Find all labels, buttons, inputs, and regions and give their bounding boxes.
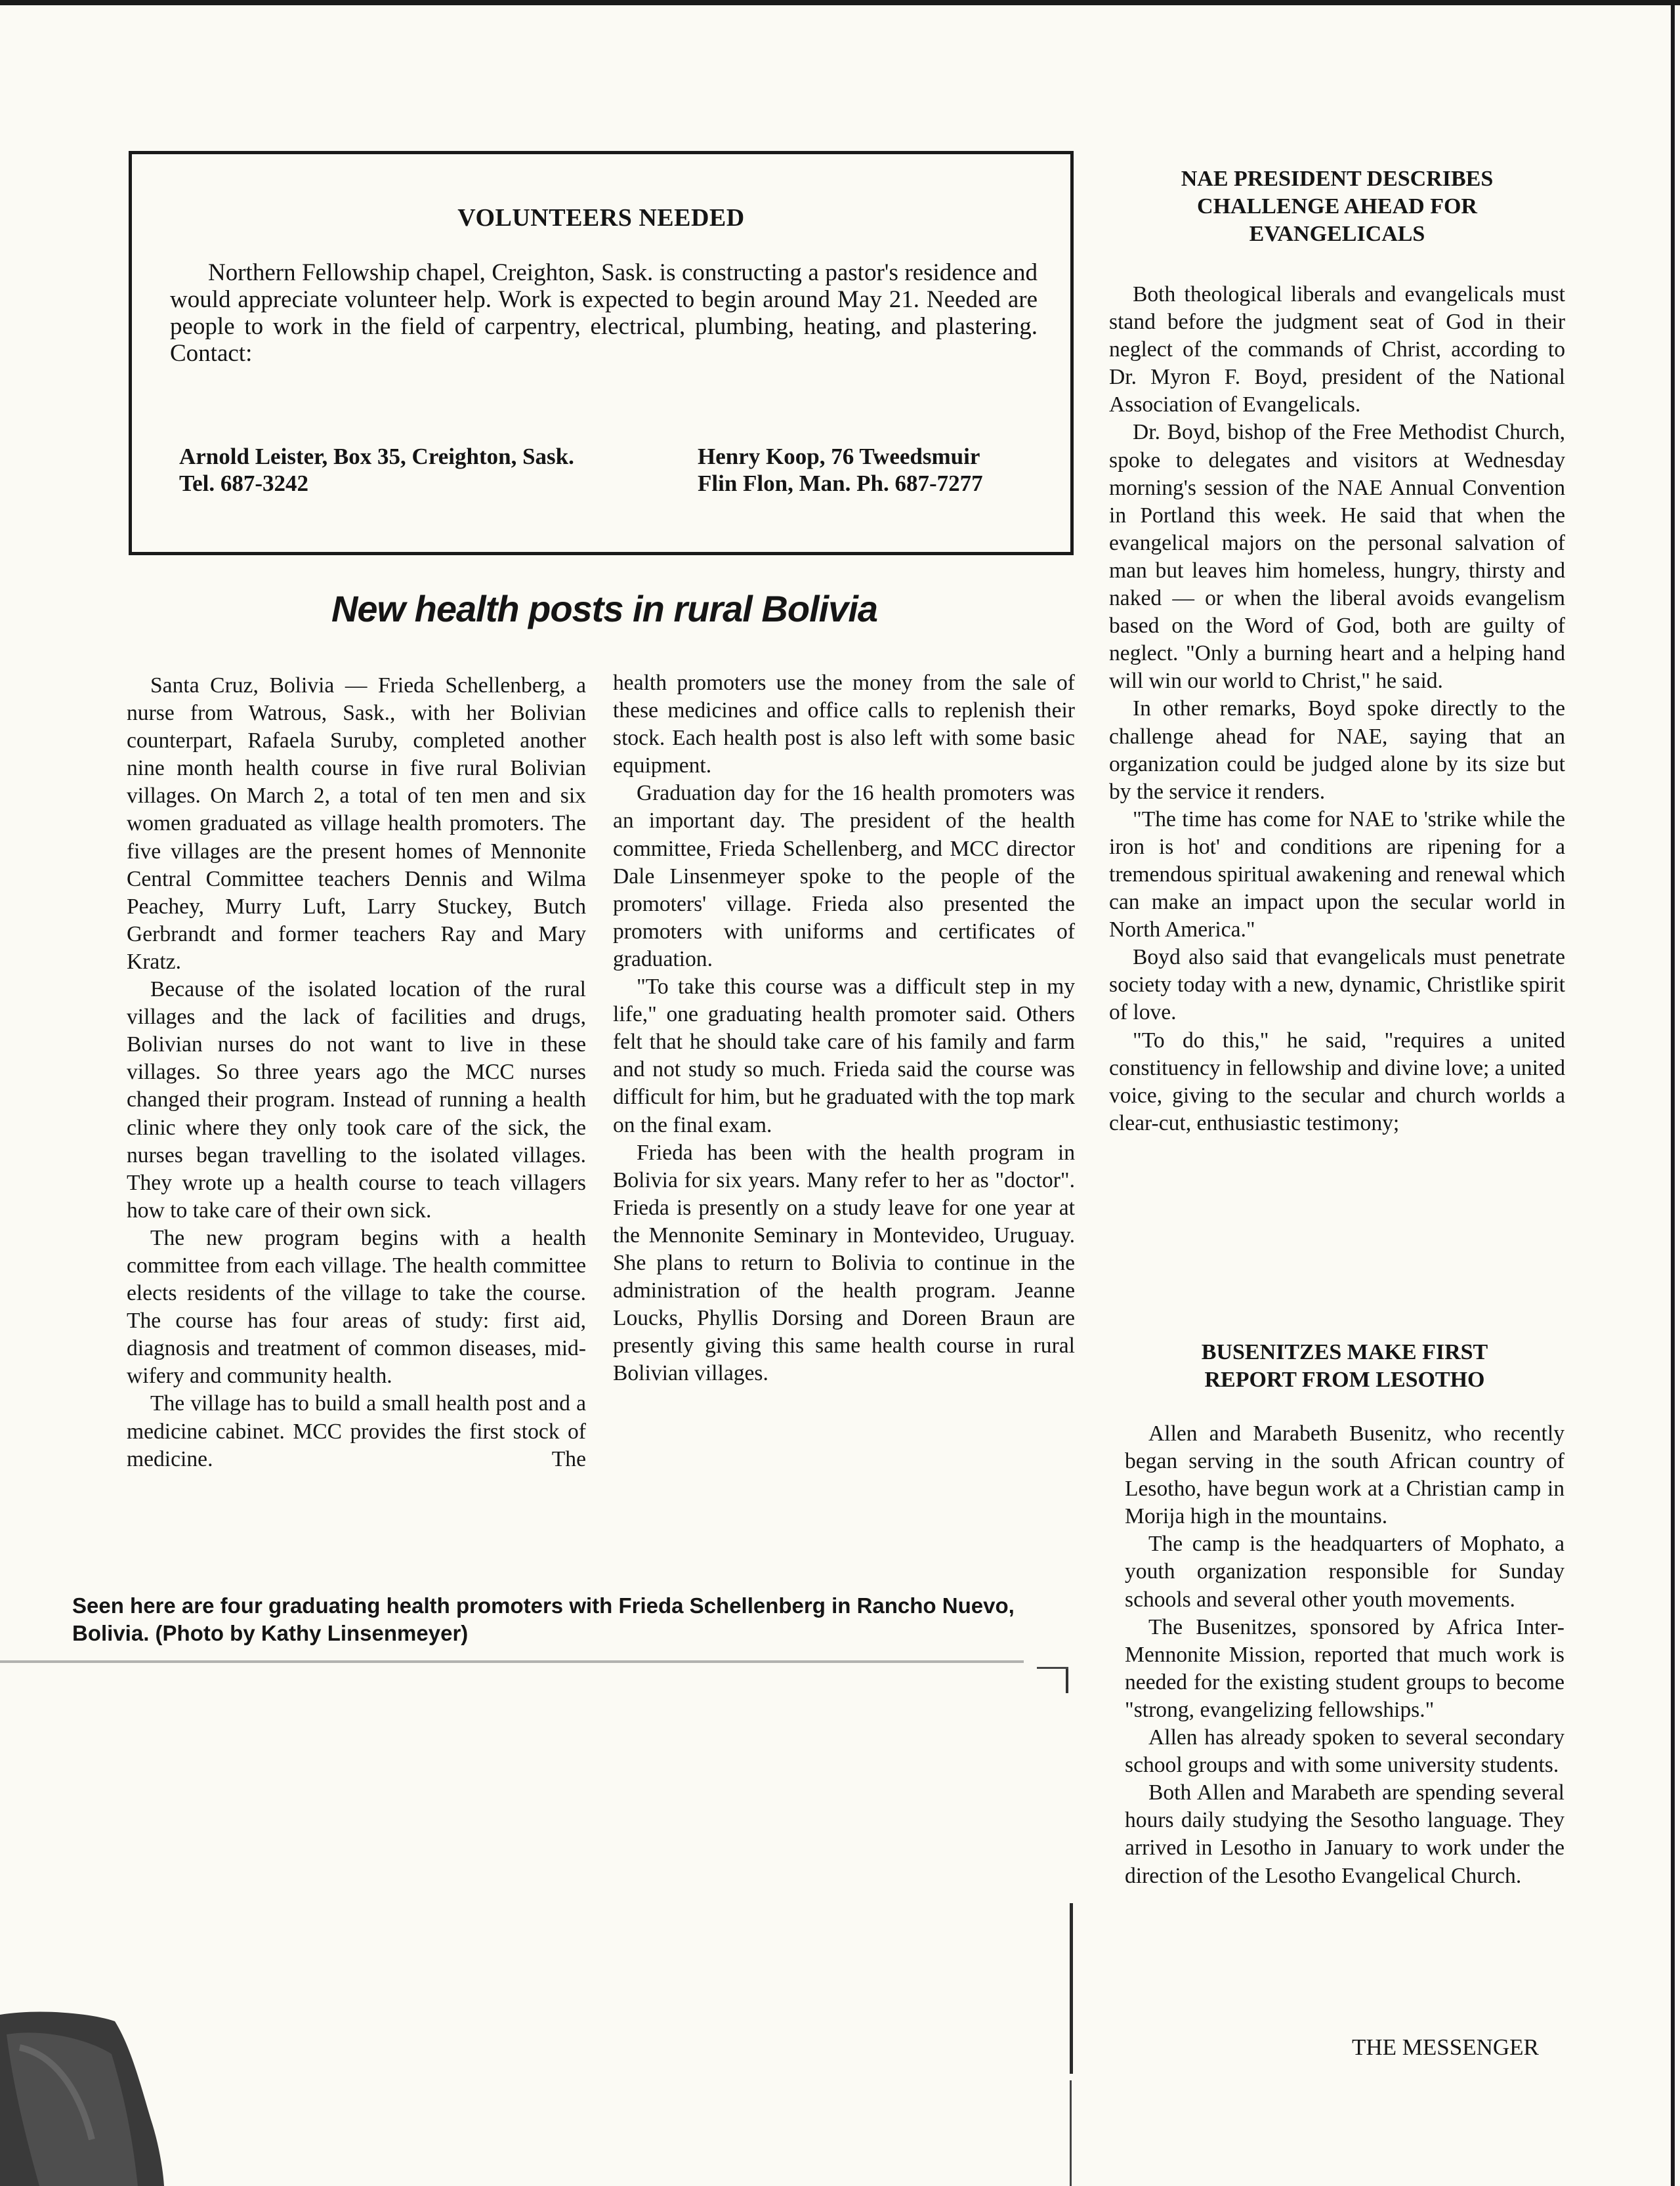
bolivia-column-1 xyxy=(127,672,586,1473)
nae-paragraph: Dr. Boyd, bishop of the Free Methodist Church, spoke to delegates and visitors at Wednesday morning's session of the NAE Annual Convention in Portland this week. He said that when the evangelical majors on the personal salvation of man but leaves him homeless, hungry, thirsty and naked — or when the liberal avoids evangelism based on the Word of God, both are guilty of neglect. "Only a burning heart and a helping hand will win our world to Christ," he said. xyxy=(1109,420,1565,694)
nae-paragraph: Both theological liberals and evangelicals must stand before the judgment seat of God in their neglect of the commands of Christ, according to Dr. Myron F. Boyd, president of the National Association of Evangelicals. xyxy=(1109,282,1565,417)
nae-paragraph: Boyd also said that evangelicals must penetrate society today with a new, dynamic, Christlike spirit of love. xyxy=(1109,945,1565,1025)
crop-mark xyxy=(1037,1667,1068,1669)
lesotho-headline xyxy=(1125,1339,1564,1394)
photo-edge-line xyxy=(0,1660,1024,1663)
nae-paragraph: "To do this," he said, "requires a united constituency in fellowship and divine love; a united voice, giving to the secular and church worlds a clear-cut, enthusiastic testimony; xyxy=(1109,1028,1565,1135)
contact-henry-koop xyxy=(698,443,983,497)
lesotho-paragraph: Allen has already spoken to several secondary school groups and with some university students. xyxy=(1125,1725,1564,1778)
volunteers-title: VOLUNTEERS NEEDED xyxy=(457,204,745,232)
contact-right-line1: Henry Koop, 76 Tweedsmuir xyxy=(698,444,980,469)
lesotho-article-body xyxy=(1125,1420,1564,1890)
page-top-border xyxy=(0,0,1680,5)
nae-paragraph: "The time has come for NAE to 'strike while the iron is hot' and conditions are ripening for a tremendous spiritual awakening and renewal which can make an impact upon the secular world in North America." xyxy=(1109,807,1565,942)
nae-headline-line: EVANGELICALS xyxy=(1249,222,1425,246)
bolivia-column-2 xyxy=(613,669,1075,1387)
lesotho-paragraph: Allen and Marabeth Busenitz, who recently began serving in the south African country of Lesotho, have begun work at a Christian camp in Morija high in the mountains. xyxy=(1125,1421,1564,1529)
bolivia-headline: New health posts in rural Bolivia xyxy=(331,588,878,629)
nae-paragraph: In other remarks, Boyd spoke directly to the challenge ahead for NAE, saying that an organization could be judged alone by its size but by the service it renders. xyxy=(1109,696,1565,804)
bolivia-col1-paragraph: The new program begins with a health committee from each village. The health committee elects residents of the village to take the course. The course has four areas of study: first aid, diagnosis and treatment of common diseases, mid-wifery and community health. xyxy=(127,1225,586,1389)
bolivia-col2-paragraph: health promoters use the money from the sale of these medicines and office calls to replenish their stock. Each health post is also left with some basic equipment. xyxy=(613,671,1075,778)
bolivia-col2-paragraph: "To take this course was a difficult step in my life," one graduating health promoter said. Others felt that he should take care of his family and farm and not study so much. Frieda said the course was difficult for him, but he graduated with the top mark on the final exam. xyxy=(613,975,1075,1137)
lesotho-headline-line: REPORT FROM LESOTHO xyxy=(1204,1368,1485,1392)
column-rule xyxy=(1070,1903,1073,2074)
contact-left-line1: Arnold Leister, Box 35, Creighton, Sask. xyxy=(179,444,574,469)
crop-mark xyxy=(1066,1667,1068,1693)
bolivia-col2-paragraph: Frieda has been with the health program in Bolivia for six years. Many refer to her as "doctor". Frieda is presently on a study leave for one year at the Mennonite Seminary in Montevideo, Uruguay. She plans to return to Bolivia to continue in the administration of the health program. Jeanne Loucks, Phyllis Dorsing and Doreen Braun are presently giving this same health course in rural Bolivian villages. xyxy=(613,1140,1075,1386)
volunteers-box xyxy=(129,151,1074,555)
lesotho-headline-line: BUSENITZES MAKE FIRST xyxy=(1201,1340,1488,1364)
lesotho-paragraph: Both Allen and Marabeth are spending several hours daily studying the Sesotho language. They arrived in Lesotho in January to work under the direction of the Lesotho Evangelical Church. xyxy=(1125,1780,1564,1888)
nae-article-body xyxy=(1109,281,1565,1137)
nae-headline xyxy=(1109,165,1565,248)
signoff-the-messenger: THE MESSENGER xyxy=(1352,2034,1539,2060)
photo-caption: Seen here are four graduating health promoters with Frieda Schellenberg in Rancho Nuevo, Bolivia. (Photo by Kathy Linsenmeyer) xyxy=(72,1593,1015,1645)
contact-left-line2: Tel. 687-3242 xyxy=(179,471,309,496)
volunteers-body: Northern Fellowship chapel, Creighton, Sask. is constructing a pastor's residence and would appreciate volunteer help. Work is expected to begin around May 21. Needed are people to work in the field of carpentry, electrical, plumbing, heating, and plastering. Contact: xyxy=(170,259,1038,367)
lesotho-paragraph: The camp is the headquarters of Mophato, a youth organization responsible for Sunday schools and several other youth movements. xyxy=(1125,1532,1564,1612)
nae-headline-line: CHALLENGE AHEAD FOR xyxy=(1197,194,1477,219)
column-rule xyxy=(1070,2080,1072,2186)
contact-right-line2: Flin Flon, Man. Ph. 687-7277 xyxy=(698,471,983,496)
bolivia-col1-paragraph: Because of the isolated location of the rural villages and the lack of facilities and drugs, Bolivian nurses do not want to live in these villages. So three years ago the MCC nurses changed their program. Instead of running a health clinic where they only took care of the sick, the nurses began travelling to the isolated villages. They wrote up a health course to teach villagers how to take care of their own sick. xyxy=(127,977,586,1223)
nae-headline-line: NAE PRESIDENT DESCRIBES xyxy=(1181,167,1494,191)
bolivia-col2-paragraph: Graduation day for the 16 health promoters was an important day. The president of the health committee, Frieda Schellenberg, and MCC director Dale Linsenmeyer spoke to the people of the promoters' village. Frieda also presented the promoters with uniforms and certificates of graduation. xyxy=(613,781,1075,971)
bolivia-col1-paragraph: Santa Cruz, Bolivia — Frieda Schellenberg, a nurse from Watrous, Sask., with her Bolivian counterpart, Rafaela Suruby, completed another nine month health course in five rural Bolivian villages. On March 2, a total of ten men and six women graduated as village health promoters. The five villages are the present homes of Mennonite Central Committee teachers Dennis and Wilma Peachey, Murry Luft, Larry Stuckey, Butch Gerbrandt and former teachers Ray and Mary Kratz. xyxy=(127,673,586,974)
bolivia-col1-paragraph: The village has to build a small health post and a medicine cabinet. MCC provides the first stock of medicine. The xyxy=(127,1391,586,1471)
contact-arnold-leister xyxy=(179,443,574,497)
page-right-border xyxy=(1671,0,1675,2186)
lesotho-paragraph: The Busenitzes, sponsored by Africa Inter-Mennonite Mission, reported that much work is needed for the existing student groups to become "strong, evangelizing fellowships." xyxy=(1125,1614,1564,1722)
photo-fragment xyxy=(0,2008,164,2186)
